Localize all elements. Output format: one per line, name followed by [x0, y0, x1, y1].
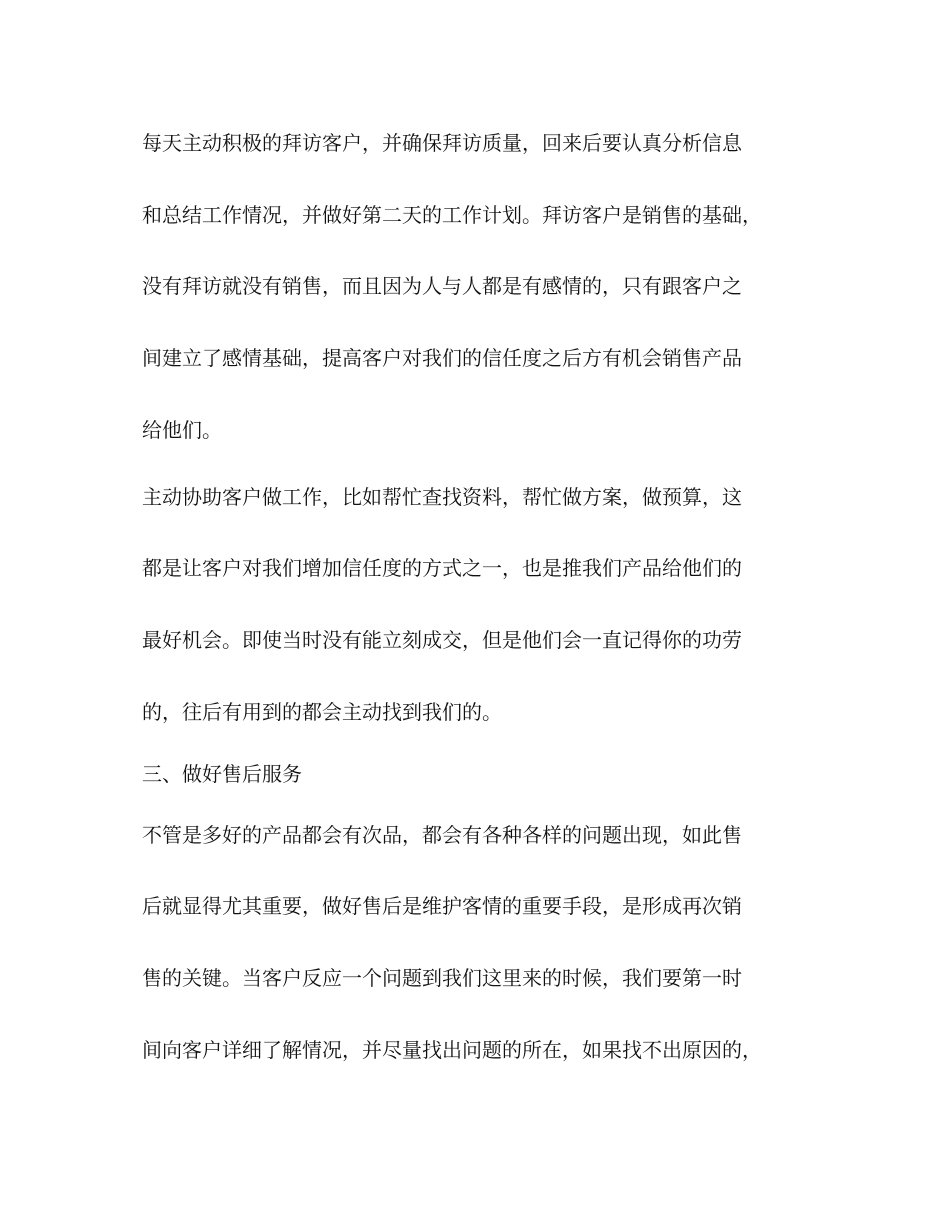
paragraph-line: 后就显得尤其重要，做好售后是维护客情的重要手段，是形成再次销	[142, 894, 742, 918]
paragraph-line: 和总结工作情况，并做好第二天的工作计划。拜访客户是销售的基础，	[142, 203, 762, 227]
paragraph-line: 间向客户详细了解情况，并尽量找出问题的所在，如果找不出原因的，	[142, 1038, 762, 1062]
paragraph-line: 主动协助客户做工作，比如帮忙查找资料，帮忙做方案，做预算，这	[142, 485, 742, 509]
section-heading: 三、做好售后服务	[142, 762, 302, 786]
paragraph-line: 每天主动积极的拜访客户，并确保拜访质量，回来后要认真分析信息	[142, 131, 742, 155]
paragraph-line: 售的关键。当客户反应一个问题到我们这里来的时候，我们要第一时	[142, 966, 742, 990]
paragraph-line: 的，往后有用到的都会主动找到我们的。	[142, 700, 502, 724]
paragraph-line: 最好机会。即使当时没有能立刻成交，但是他们会一直记得你的功劳	[142, 628, 742, 652]
paragraph-line: 没有拜访就没有销售，而且因为人与人都是有感情的，只有跟客户之	[142, 274, 742, 298]
paragraph-line: 间建立了感情基础，提高客户对我们的信任度之后方有机会销售产品	[142, 346, 742, 370]
paragraph-line: 不管是多好的产品都会有次品，都会有各种各样的问题出现，如此售	[142, 823, 742, 847]
paragraph-line: 给他们。	[142, 418, 222, 442]
paragraph-line: 都是让客户对我们增加信任度的方式之一，也是推我们产品给他们的	[142, 556, 742, 580]
